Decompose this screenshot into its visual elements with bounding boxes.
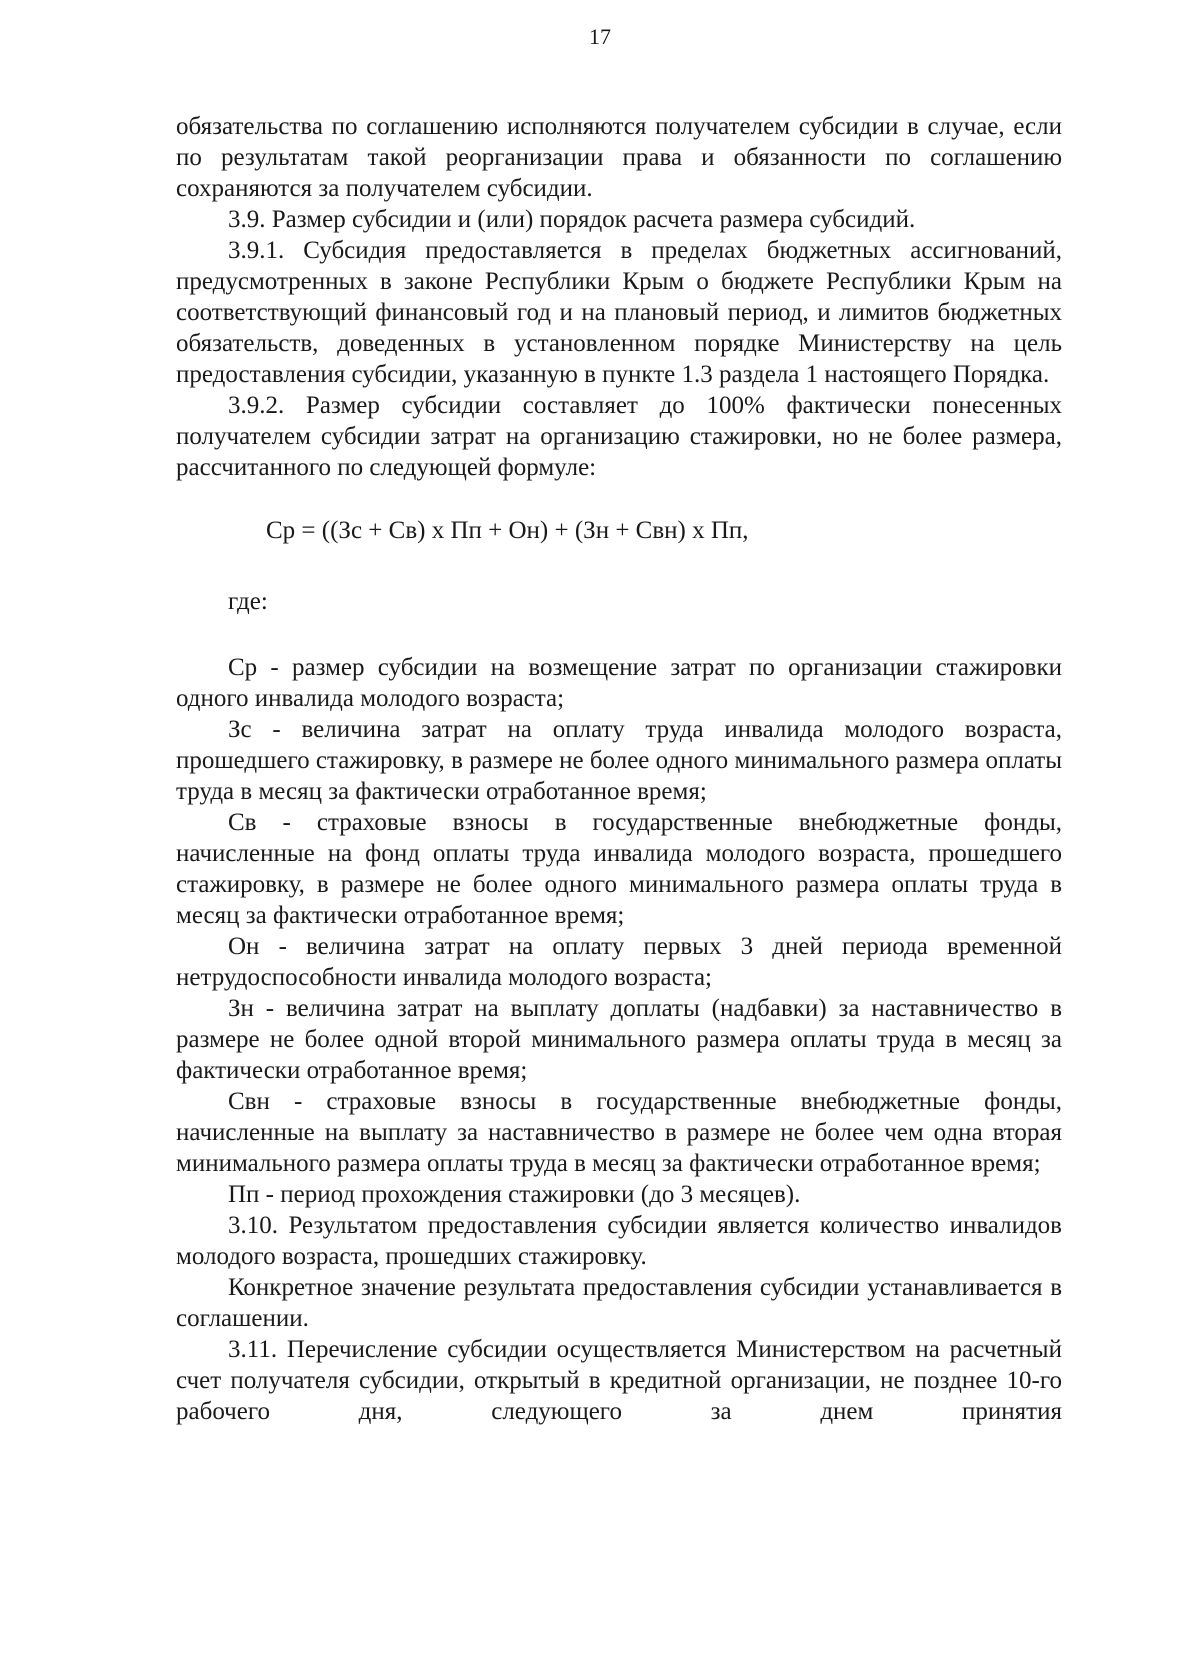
definition-zs: Зс - величина затрат на оплату труда инвалида молодого возраста, прошедшего стажировку, в размере не более одного минимального размера оплаты труда в месяц за фактически отработанное время;: [176, 716, 1062, 805]
definition-on: Он - величина затрат на оплату первых 3 дней периода временной нетрудоспособности инвалида молодого возраста;: [176, 933, 1062, 991]
definition-sr: Ср - размер субсидии на возмещение затрат по организации стажировки одного инвалида молодого возраста;: [176, 654, 1062, 712]
paragraph-3-10-result: Конкретное значение результата предоставления субсидии устанавливается в соглашении.: [176, 1274, 1062, 1332]
paragraph-3-10: 3.10. Результатом предоставления субсидии является количество инвалидов молодого возраста, прошедших стажировку.: [176, 1212, 1062, 1270]
definition-sv: Св - страховые взносы в государственные внебюджетные фонды, начисленные на фонд оплаты труда инвалида молодого возраста, прошедшего стажировку, в размере не более одного минимального размера оплаты труда в месяц за фактически отработанное время;: [176, 809, 1062, 929]
paragraph-3-9-2: 3.9.2. Размер субсидии составляет до 100% фактически понесенных получателем субсидии затрат на организацию стажировки, но не более размера, рассчитанного по следующей формуле:: [176, 392, 1062, 481]
formula: Ср = ((Зс + Св) х Пп + Он) + (Зн + Свн) х Пп,: [266, 517, 749, 544]
page-number: 17: [589, 24, 611, 49]
paragraph-3-9-1: 3.9.1. Субсидия предоставляется в пределах бюджетных ассигнований, предусмотренных в законе Республики Крым о бюджете Республики Крым на соответствующий финансовый год и на плановый период, и лимитов бюджетных обязательств, доведенных в установленном порядке Министерству на цель предоставления субсидии, указанную в пункте 1.3 раздела 1 настоящего Порядка.: [176, 237, 1062, 388]
definition-svn: Свн - страховые взносы в государственные внебюджетные фонды, начисленные на выплату за наставничество в размере не более чем одна вторая минимального размера оплаты труда в месяц за фактически отработанное время;: [176, 1088, 1062, 1177]
paragraph-3-9: 3.9. Размер субсидии и (или) порядок расчета размера субсидий.: [228, 206, 916, 233]
paragraph-3-11: 3.11. Перечисление субсидии осуществляется Министерством на расчетный счет получателя субсидии, открытый в кредитной организации, не позднее 10-го рабочего дня, следующего за днем принятия: [176, 1336, 1062, 1425]
paragraph-continuation: обязательства по соглашению исполняются получателем субсидии в случае, если по результатам такой реорганизации права и обязанности по соглашению сохраняются за получателем субсидии.: [176, 113, 1062, 202]
document-body: [176, 111, 1062, 1427]
definition-zn: Зн - величина затрат на выплату доплаты (надбавки) за наставничество в размере не более одной второй минимального размера оплаты труда в месяц за фактически отработанное время;: [176, 995, 1062, 1084]
definition-pp: Пп - период прохождения стажировки (до 3 месяцев).: [228, 1181, 801, 1208]
where-label: где:: [228, 588, 268, 615]
